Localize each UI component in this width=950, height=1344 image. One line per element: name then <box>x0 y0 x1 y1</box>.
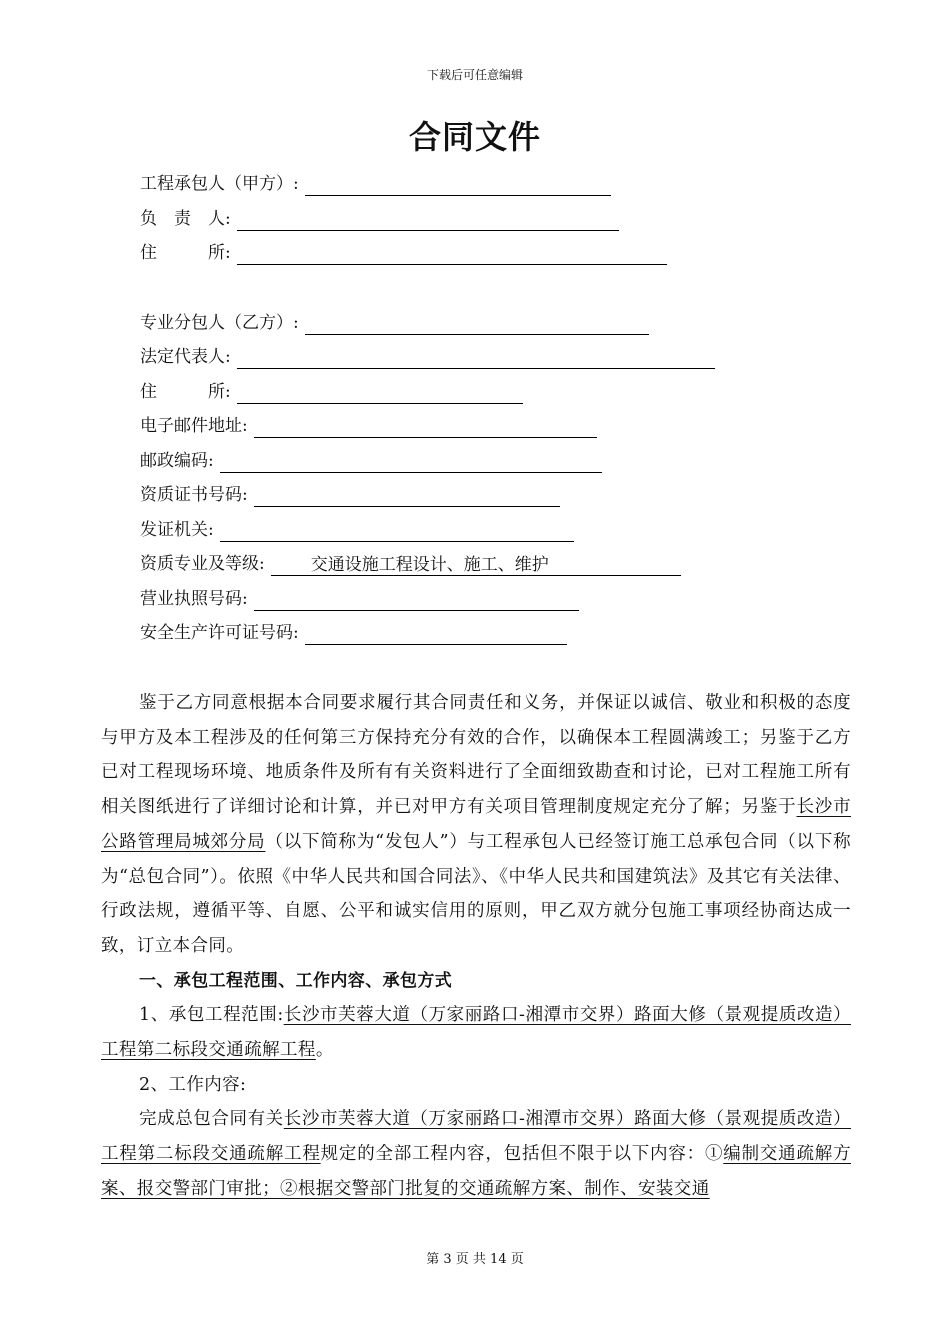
preamble-paragraph <box>101 686 851 964</box>
field-subcontractor <box>140 311 649 335</box>
field-label: 营业执照号码: <box>140 589 248 609</box>
document-title: 合同文件 <box>408 118 541 156</box>
field-contractor <box>140 172 611 196</box>
owner-name: 长沙市公路管理局城郊分局 <box>101 797 852 852</box>
postal-blank[interactable] <box>220 454 602 473</box>
qualification-grade-value[interactable]: 交通设施工程设计、施工、维护 <box>271 556 681 576</box>
work-items: 编制交通疏解方案、报交警部门审批；②根据交警部门批复的交通疏解方案、制作、安装交通 <box>101 1144 851 1199</box>
contractor-blank[interactable] <box>305 177 611 196</box>
work-text-b: 规定的全部工程内容，包括但不限于以下内容：① <box>320 1144 724 1165</box>
header-note: 下载后可任意编辑 <box>426 68 523 82</box>
email-blank[interactable] <box>254 419 597 438</box>
field-label: 电子邮件地址: <box>140 416 248 436</box>
field-label: 资质专业及等级: <box>140 554 265 574</box>
field-label: 法定代表人: <box>140 347 231 367</box>
page-footer: 第 3 页 共 14 页 <box>426 1252 524 1267</box>
safety-permit-blank[interactable] <box>305 626 567 645</box>
field-label: 工程承包人（甲方）: <box>140 174 299 194</box>
field-label: 发证机关: <box>140 520 214 540</box>
responsible-blank[interactable] <box>237 212 619 231</box>
section-1-title: 一、承包工程范围、工作内容、承包方式 <box>139 970 453 991</box>
scope-paragraph <box>101 998 851 1067</box>
field-address-a <box>140 241 667 265</box>
work-paragraph <box>101 1102 851 1206</box>
field-label: 资质证书号码: <box>140 485 248 505</box>
field-label: 专业分包人（乙方）: <box>140 313 299 333</box>
address-a-blank[interactable] <box>237 246 667 265</box>
qualification-no-blank[interactable] <box>254 488 560 507</box>
field-legal-rep <box>140 345 715 369</box>
legal-rep-blank[interactable] <box>237 350 715 369</box>
subcontractor-blank[interactable] <box>305 316 649 335</box>
work-label-paragraph <box>101 1068 851 1103</box>
work-project: 长沙市芙蓉大道（万家丽路口-湘潭市交界）路面大修（景观提质改造）工程第二标段交通疏解工程 <box>101 1109 851 1165</box>
field-qualification-grade <box>140 552 681 576</box>
field-qualification-no <box>140 483 560 507</box>
work-text-a: 完成总包合同有关 <box>139 1109 284 1130</box>
field-license-no <box>140 587 579 611</box>
field-label: 住 所: <box>140 243 231 263</box>
address-b-blank[interactable] <box>237 385 523 404</box>
field-email <box>140 414 597 438</box>
work-label: 2、工作内容: <box>139 1074 247 1095</box>
field-address-b <box>140 380 523 404</box>
issuer-blank[interactable] <box>220 523 574 542</box>
field-label: 住 所: <box>140 382 231 402</box>
body-text <box>101 686 851 1207</box>
preamble-text-b: （以下简称为“发包人”）与工程承包人已经签订施工总承包合同（以下称为“总包合同”）。依照《中华人民共和国合同法》、《中华人民共和国建筑法》及其它有关法律、行政法规，遵循平等、自愿、公平和诚实信用的原则，甲乙双方就分包施工事项经协商达成一致，订立本合同。 <box>101 831 851 956</box>
scope-value: 长沙市芙蓉大道（万家丽路口-湘潭市交界）路面大修（景观提质改造）工程第二标段交通疏解工程 <box>101 1005 851 1061</box>
field-label: 邮政编码: <box>140 451 214 471</box>
license-no-blank[interactable] <box>254 592 579 611</box>
field-postal <box>140 449 602 473</box>
field-label: 负 责 人: <box>140 209 231 229</box>
field-issuer <box>140 518 574 542</box>
scope-end: 。 <box>315 1040 334 1061</box>
scope-label: 1、承包工程范围: <box>139 1005 284 1026</box>
preamble-text-a: 鉴于乙方同意根据本合同要求履行其合同责任和义务，并保证以诚信、敬业和积极的态度与甲方及本工程涉及的任何第三方保持充分有效的合作，以确保本工程圆满竣工；另鉴于乙方已对工程现场环境、地质条件及所有有关资料进行了全面细致勘查和讨论，已对工程施工所有相关图纸进行了详细讨论和计算，并已对甲方有关项目管理制度规定充分了解；另鉴于 <box>101 693 851 818</box>
field-label: 安全生产许可证号码: <box>140 623 299 643</box>
field-responsible <box>140 207 619 231</box>
field-safety-permit <box>140 621 567 645</box>
